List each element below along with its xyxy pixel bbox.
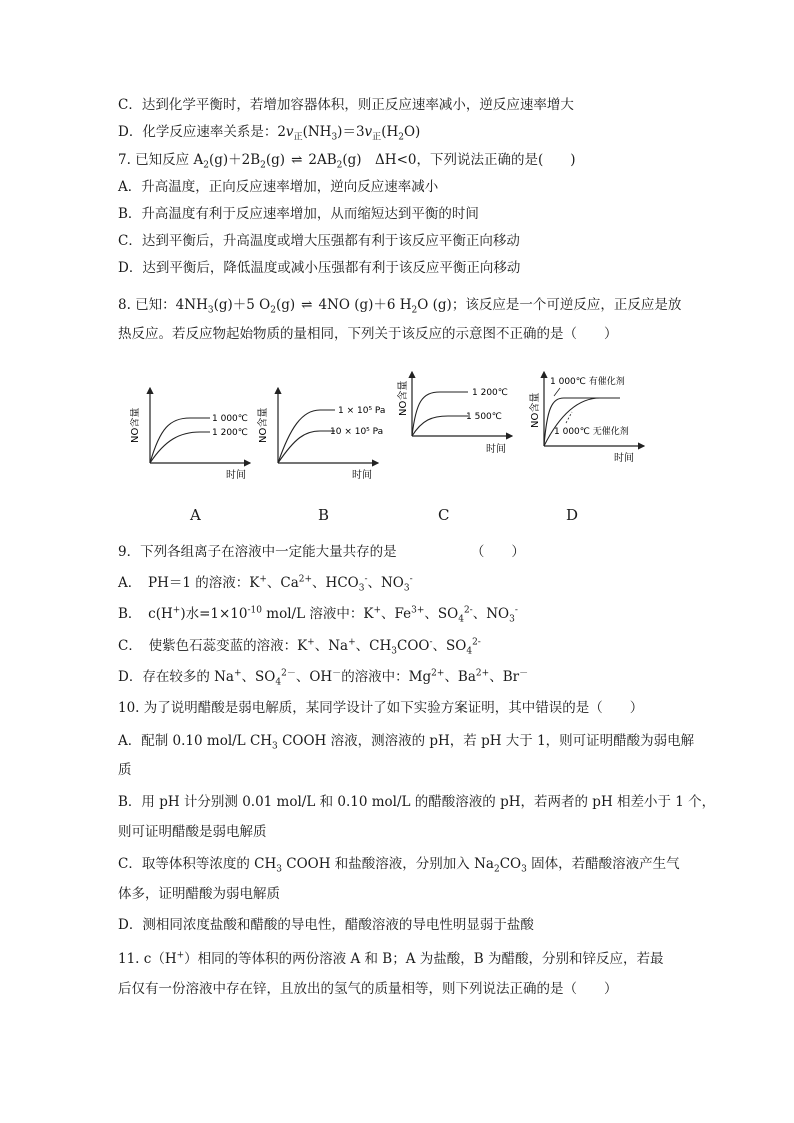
q9-option-d: D．存在较多的 Na+、$SO_4^{2-}$、OH－的溶液中：$Mg^{2+}$、$Ba^{2+}$、Br－ bbox=[118, 668, 529, 688]
q7-option-c: C．达到平衡后，升高温度或增大压强都有利于该反应平衡正向移动 bbox=[118, 233, 520, 249]
graph-c-curve-lower bbox=[412, 416, 468, 436]
q10-option-d: D．测相同浓度盐酸和醋酸的导电性，醋酸溶液的导电性明显弱于盐酸 bbox=[118, 917, 534, 933]
q6-option-c: C．达到化学平衡时，若增加容器体积，则正反应速率减小，逆反应速率增大 bbox=[118, 97, 574, 113]
graph-d-pointer-upper bbox=[554, 388, 560, 396]
reaction-graphs-figure bbox=[130, 368, 650, 528]
graph-c-label-upper: 1 200℃ bbox=[472, 388, 508, 398]
graph-a-curve-upper bbox=[150, 418, 210, 463]
q9-option-a: A． PH＝1 的溶液：K+、$Ca^{2+}$、$HCO_3^-$、$NO_3^-$ bbox=[118, 574, 413, 594]
q10-option-b-line1: B．用 pH 计分别测 0.01 mol/L 和 0.10 mol/L 的醋酸溶液的 pH，若两者的 pH 相差小于 1 个， bbox=[118, 794, 716, 810]
equilibrium-arrow: ⇌ bbox=[291, 152, 303, 168]
q9-option-b: B． c(H+)水$=1\times 10^{-10}$ mol/L 溶液中：K+、$Fe^{3+}$、$SO_4^{2-}$、$NO_3^-$ bbox=[118, 605, 518, 625]
graph-a-caption: A bbox=[190, 506, 201, 524]
q9-option-c: C． 使紫色石蕊变蓝的溶液：K+、Na+、$CH_3COO^-$、$SO_4^{2-}$ bbox=[118, 637, 481, 657]
q11-stem-line1: 11. c（H+）相同的等体积的两份溶液 A 和 B；A 为盐酸，B 为醋酸，分别和锌反应，若最 bbox=[118, 950, 664, 967]
graph-a-label-upper: 1 000℃ bbox=[212, 414, 248, 424]
graph-d-curve-catalyst bbox=[544, 398, 620, 446]
graph-b-ylabel: NO含量 bbox=[258, 407, 269, 443]
graph-d-xlabel: 时间 bbox=[614, 453, 634, 464]
graph-a-xlabel: 时间 bbox=[226, 470, 246, 481]
graph-c-label-lower: 1 500℃ bbox=[466, 412, 502, 422]
graph-b-caption: B bbox=[318, 506, 330, 524]
q11-stem-line2: 后仅有一份溶液中存在锌，且放出的氢气的质量相等，则下列说法正确的是（ ） bbox=[118, 981, 618, 997]
graph-b-curve-lower bbox=[278, 431, 335, 463]
q10-option-c-line2: 体多，证明醋酸为弱电解质 bbox=[118, 886, 280, 902]
q7-option-a: A．升高温度，正向反应速率增加，逆向反应速率减小 bbox=[118, 179, 439, 195]
graph-a-curve-lower bbox=[150, 432, 210, 463]
graph-c-caption: C bbox=[438, 506, 450, 524]
q10-option-a-line1: A．配制 0.10 mol/L $CH_3$ COOH 溶液，测溶液的 pH，若 pH 大于 1，则可证明醋酸为弱电解 bbox=[118, 733, 695, 752]
q10-option-a-line2: 质 bbox=[118, 762, 132, 778]
equilibrium-arrow: ⇌ bbox=[301, 297, 313, 313]
graph-c-ylabel: NO含量 bbox=[398, 380, 409, 416]
q10-stem: 10. 为了说明醋酸是弱电解质，某同学设计了如下实验方案证明，其中错误的是（ ） bbox=[118, 700, 644, 716]
graph-c-curve-upper bbox=[412, 392, 468, 436]
graph-d-ylabel: NO含量 bbox=[530, 392, 541, 428]
q6-option-d: D．化学反应速率关系是：$2v_正(NH_3)=3v_正(H_2O)$ bbox=[118, 124, 421, 143]
q7-option-d: D．达到平衡后，降低温度或减小压强都有利于该反应平衡正向移动 bbox=[118, 260, 521, 276]
graph-c-xlabel: 时间 bbox=[486, 444, 506, 455]
q8-stem-line1: 8. 已知：$4NH_3(g)+5$ $O_2(g)$ ⇌ 4NO (g)＋6 $H_2O$ (g)；该反应是一个可逆反应，正反应是放 bbox=[118, 297, 682, 316]
graph-b bbox=[256, 388, 385, 481]
graph-b-label-upper: 1 × 10⁵ Pa bbox=[338, 406, 386, 416]
graph-d-label-lower: 1 000℃ 无催化剂 bbox=[554, 427, 629, 437]
graphs-svg bbox=[130, 368, 650, 498]
q8-stem-line2: 热反应。若反应物起始物质的量相同，下列关于该反应的示意图不正确的是（ ） bbox=[118, 326, 618, 342]
q7-stem: 7. 已知反应 $A_2(g)+2B_2(g)$ ⇌ $2AB_2(g)$ ΔH<0，下列说法正确的是( ) bbox=[118, 152, 576, 171]
graph-a bbox=[130, 388, 250, 481]
graph-b-label-lower: 10 × 10⁵ Pa bbox=[330, 427, 384, 437]
graph-b-xlabel: 时间 bbox=[352, 470, 372, 481]
graph-d-caption: D bbox=[566, 506, 579, 524]
graph-d-pointer-lower bbox=[566, 412, 572, 423]
q7-option-b: B．升高温度有利于反应速率增加，从而缩短达到平衡的时间 bbox=[118, 206, 479, 222]
q10-option-b-line2: 则可证明醋酸是弱电解质 bbox=[118, 824, 267, 840]
graph-c bbox=[396, 372, 512, 455]
q9-stem: 9．下列各组离子在溶液中一定能大量共存的是 （ ） bbox=[118, 544, 525, 560]
graph-d bbox=[528, 372, 644, 464]
graph-d-label-upper: 1 000℃ 有催化剂 bbox=[550, 377, 625, 387]
graph-a-ylabel: NO含量 bbox=[130, 407, 141, 443]
graph-a-label-lower: 1 200℃ bbox=[212, 428, 248, 438]
graph-b-curve-upper bbox=[278, 410, 335, 463]
q10-option-c-line1: C．取等体积等浓度的 $CH_3$ COOH 和盐酸溶液，分别加入 $Na_2CO_3$ 固体，若醋酸溶液产生气 bbox=[118, 856, 680, 875]
